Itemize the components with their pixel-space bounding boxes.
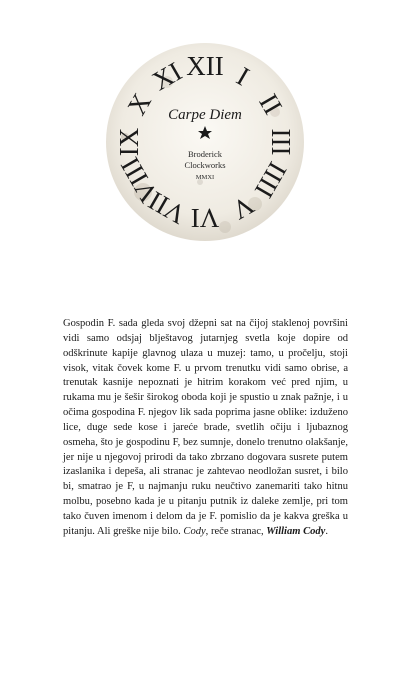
paragraph-end: . (325, 525, 329, 537)
clock-face-image (105, 42, 305, 242)
text-block (63, 317, 348, 540)
roman-numeral: VII (143, 185, 191, 231)
paragraph-main: Gospodin F. sada gleda svoj džepni sat na čijoj staklenoj površini vidi samo odsjaj blještavog jutarnjeg svetla koje dopire od odškrinute kapije glavnog ulaza u muzej: tamo, u pročelju, stoji visok, vitak čovek kome F. u prvom trenutku vidi samo obrise, a trenutak kasnije nepoznati je hitrim korakom već pred njim, u rukama mu je šešir širokog oboda koji je spustio u znak pažnje, i u očima gospodina F. njegov lik sada poprima jasne oblike: izduženo lice, duge sede kose i jareće brade, svetlih očiju i ljubaznog osmeha, što je gospodinu F, bez sumnje, donelo trenutno olakšanje, jer nije u njegovoj prirodi da tako zbrzano dogovara susrete putem izaslanika i depeša, ali stranac je zahtevao neodložan susret, i bilo bi, smatrao je F, u najmanju ruku neučtivo zanemariti tako hitnu molbu, posebno kada je u pitanju putnik iz daleke zemlje, pri tom tako čuven imenom i delom da je F. pomislio da je kakva greška u pitanju. Ali greške nije bilo. (63, 318, 348, 537)
roman-numeral: II (253, 88, 289, 120)
roman-numeral: IIII (248, 156, 293, 204)
roman-numeral: VIII (114, 152, 164, 208)
italic-name: Cody (183, 525, 206, 537)
roman-numeral: XI (147, 56, 187, 97)
paragraph-after-italic: , reče stranac, (205, 525, 264, 537)
roman-numeral: V (227, 189, 259, 226)
clock-year: MMXI (195, 174, 215, 181)
roman-numeral: IX (114, 127, 144, 157)
signature-name: William Cody (266, 525, 326, 537)
roman-numeral: III (266, 128, 296, 156)
roman-numeral: I (231, 60, 255, 92)
clock-maker-line2: Clockworks (184, 160, 226, 170)
clock-illustration (105, 42, 305, 242)
roman-numeral: X (121, 88, 158, 120)
roman-numeral: VI (190, 203, 220, 233)
clock-brand: Carpe Diem (168, 107, 242, 123)
body-paragraph (63, 317, 348, 540)
clock-maker-line1: Broderick (188, 149, 222, 159)
roman-numeral: XII (186, 51, 224, 81)
